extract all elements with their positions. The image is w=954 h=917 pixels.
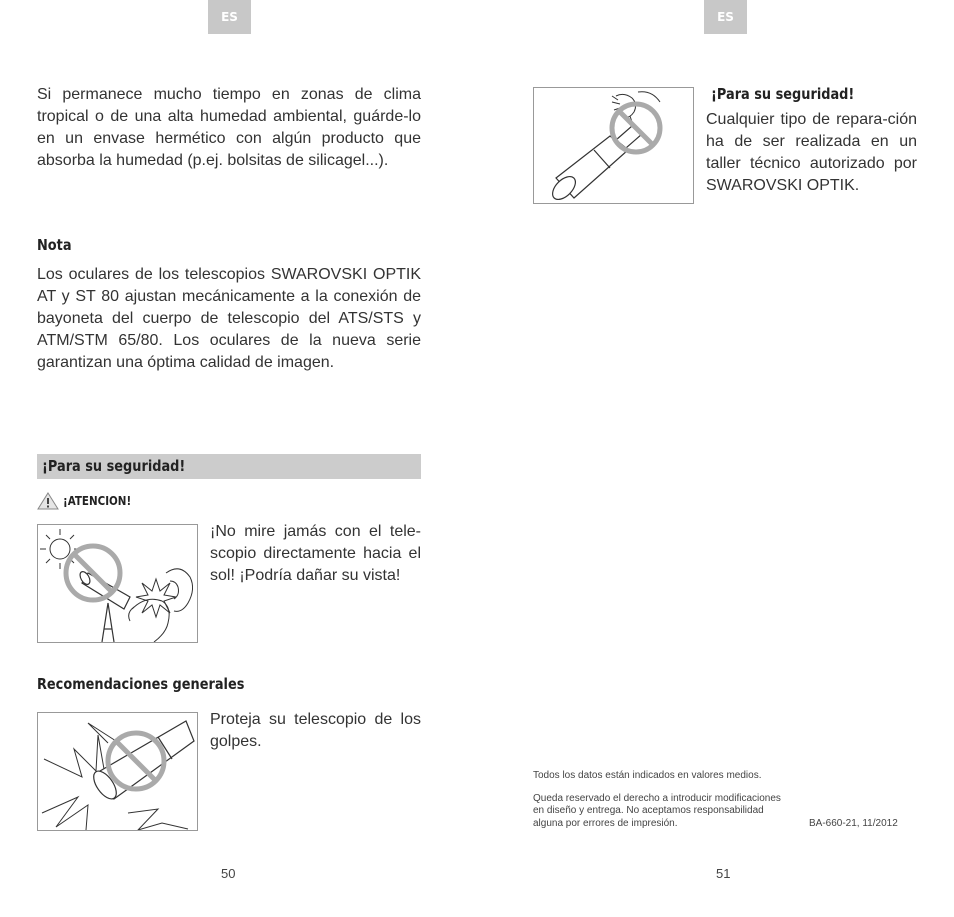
repair-safety-heading: ¡Para su seguridad! xyxy=(711,85,855,103)
footer-average-values: Todos los datos están indicados en valores medios. xyxy=(533,770,762,781)
page-number-right: 51 xyxy=(716,866,731,881)
sun-warning-text: ¡No mire jamás con el tele-scopio directamente hacia el sol! ¡Podría dañar su vista! xyxy=(210,523,421,584)
footer-rights-line3: alguna por errores de impresión. xyxy=(533,818,678,829)
language-tab-left: ES xyxy=(208,0,251,34)
footer-rights-line2: en diseño y entrega. No aceptamos responsabilidad xyxy=(533,805,764,816)
nota-heading: Nota xyxy=(37,236,72,254)
footer-rights-line1: Queda reservado el derecho a introducir modificaciones xyxy=(533,793,781,804)
prohibition-sign-icon xyxy=(612,104,660,152)
sun-icon xyxy=(40,529,80,569)
safety-section-title: ¡Para su seguridad! xyxy=(42,457,186,475)
general-recommendations-text: Proteja su telescopio de los golpes. xyxy=(210,711,421,750)
repair-illustration xyxy=(533,87,694,204)
warning-label: ¡ATENCION! xyxy=(63,494,132,508)
footer-document-code: BA-660-21, 11/2012 xyxy=(809,818,898,829)
page-number-left: 50 xyxy=(221,866,236,881)
safety-section-bar xyxy=(37,454,421,479)
repair-safety-text: Cualquier tipo de repara-ción ha de ser realizada en un taller técnico autorizado por SWAROVSKI OPTIK. xyxy=(706,111,917,194)
general-recommendations-heading: Recomendaciones generales xyxy=(37,675,245,693)
humidity-paragraph: Si permanece mucho tiempo en zonas de clima tropical o de una alta humedad ambiental, guárde-lo en un envase hermético con algún producto que absorba la humedad (p.ej. bolsitas de silicagel...). xyxy=(37,86,421,169)
language-tab-right: ES xyxy=(704,0,747,34)
sun-warning-illustration xyxy=(37,524,198,643)
warning-triangle-icon xyxy=(37,492,59,510)
impact-illustration xyxy=(37,712,198,831)
prohibition-sign-icon xyxy=(66,546,120,600)
nota-paragraph: Los oculares de los telescopios SWAROVSKI OPTIK AT y ST 80 ajustan mecánicamente a la conexión de bayoneta del cuerpo de telescopio del ATS/STS y ATM/STM 65/80. Los oculares de la nueva serie garantizan una óptima calidad de imagen. xyxy=(37,266,421,371)
warning-row xyxy=(37,492,142,510)
